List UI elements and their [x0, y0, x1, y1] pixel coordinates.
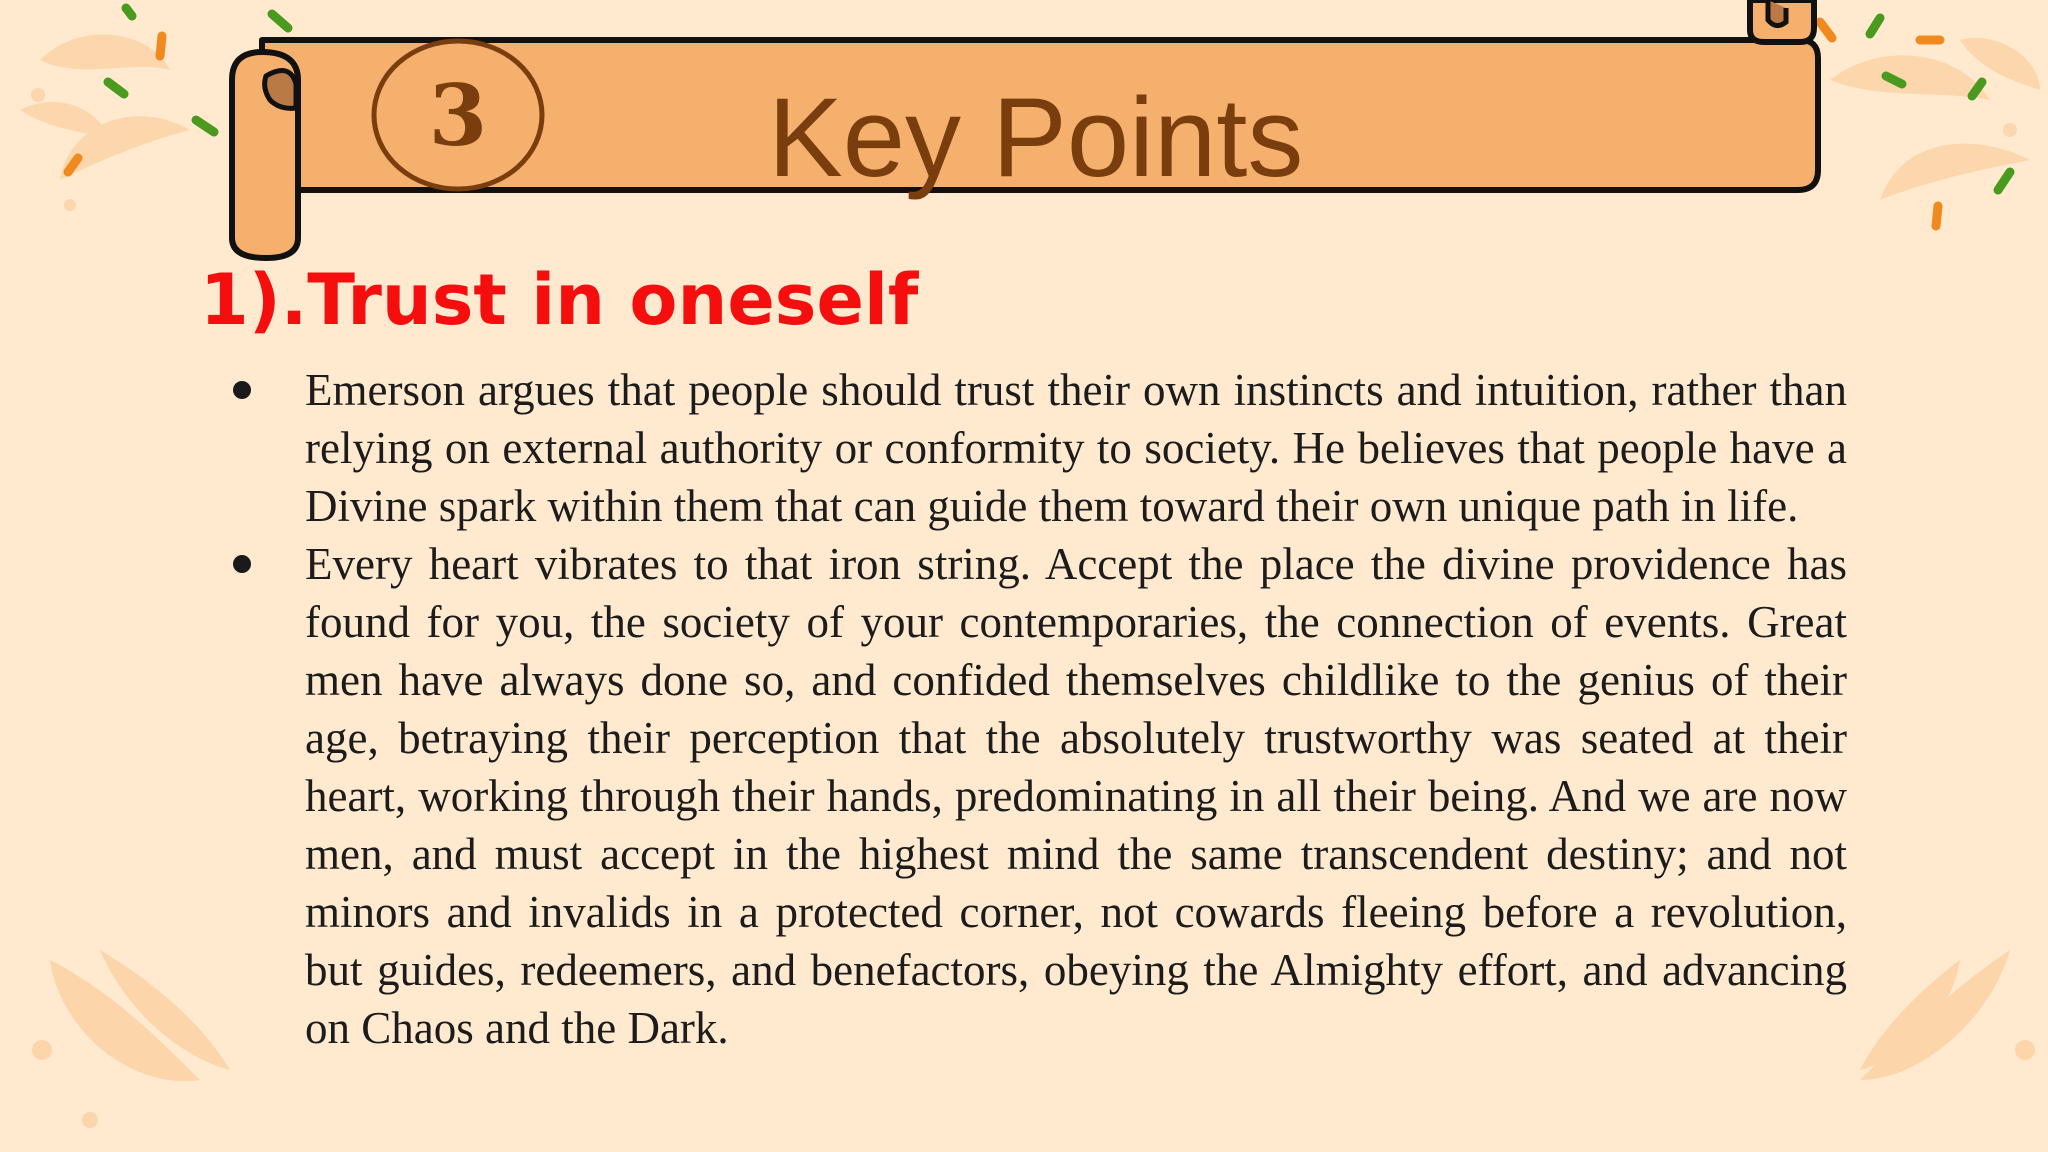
bullet-text: Every heart vibrates to that iron string. Accept the place the divine providence has found for you, the society of your contemporaries, the connection of events. Great men have always done so, and confided themselves childlike to the genius of their age, betraying their perception that the absolutely trustworthy was seated at their heart, working through their hands, predominating in all their being. And we are now men, and must accept in the highest mind the same transcendent destiny; and not minors and invalids in a protected corner, not cowards fleeing before a revolution, but guides, redeemers, and benefactors, obeying the Almighty effort, and advancing on Chaos and the Dark.	[305, 539, 1847, 1053]
bullet-icon	[225, 361, 305, 419]
bullet-item	[225, 361, 1847, 535]
leaf-cluster-bottom-right	[1860, 950, 2035, 1080]
bullet-item	[225, 535, 1847, 1057]
leaf-cluster-bottom-left	[32, 950, 230, 1128]
bullet-list	[225, 361, 1847, 1057]
bullet-icon	[225, 535, 305, 593]
section-heading: 1).Trust in oneself	[200, 259, 919, 341]
bullet-text: Emerson argues that people should trust their own instincts and intuition, rather than relying on external authority or conformity to society. He believes that people have a Divine spark within them that can guide them toward their own unique path in life.	[305, 365, 1847, 531]
slide-number-badge: 3	[428, 65, 488, 165]
slide-title: Key Points	[768, 75, 1304, 200]
